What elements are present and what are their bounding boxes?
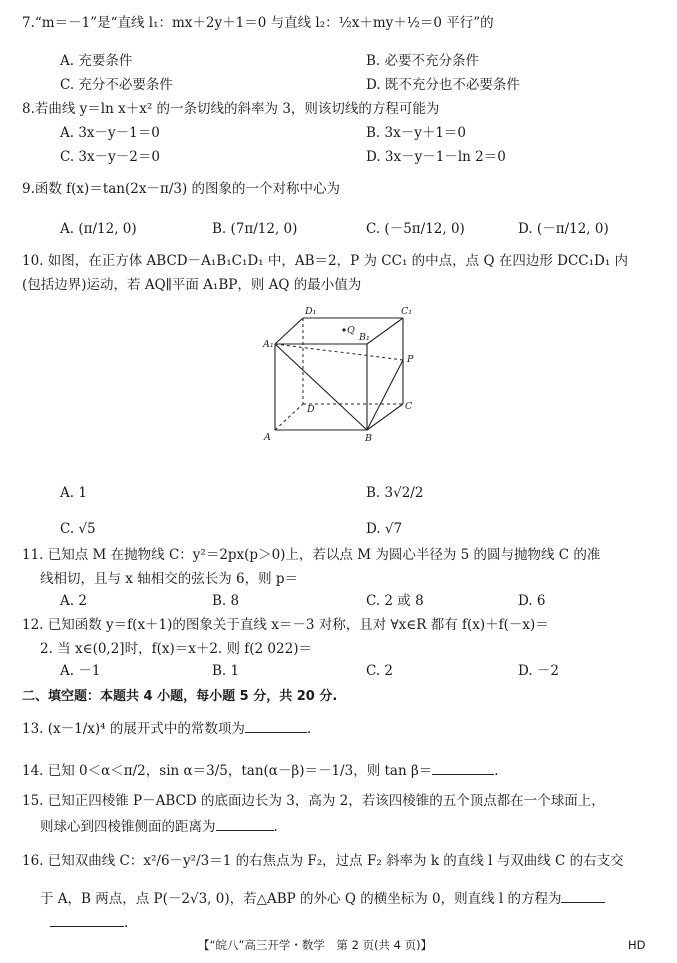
q15-stem-line2: 则球心到四棱锥侧面的距离为 (40, 819, 216, 835)
label-b: B (365, 433, 372, 444)
segment-bp (367, 360, 403, 430)
edge-b1c1 (367, 318, 403, 344)
q8-option-b: B. 3x－y＋1＝0 (366, 125, 467, 141)
q7-option-a: A. 充要条件 (60, 53, 133, 69)
q13-stem: 13. (x－1/x)⁴ 的展开式中的常数项为 (22, 721, 245, 737)
q12-option-d: D. －2 (518, 663, 560, 679)
q12-stem-line1: 12. 已知函数 y＝f(x＋1)的图象关于直线 x＝－3 对称，且对 ∀x∈R 都有 f(x)＋f(－x)＝ (22, 617, 549, 633)
q14-answer-blank (432, 760, 494, 775)
q9-option-c: C. (－5π/12, 0) (366, 221, 465, 237)
edge-a1d1 (275, 318, 303, 344)
label-d: D (307, 404, 315, 415)
q11-option-b: B. 8 (212, 593, 240, 609)
q12-option-b: B. 1 (212, 663, 240, 679)
label-c1: C₁ (401, 306, 413, 317)
section-fill-in-heading: 二、填空题：本题共 4 小题，每小题 5 分，共 20 分. (22, 689, 338, 704)
q16-answer-blank-1 (561, 888, 605, 903)
q12-stem-line2: 2. 当 x∈(0,2]时，f(x)＝x＋2. 则 f(2 022)＝ (40, 641, 312, 657)
segment-a1p-hidden (275, 344, 403, 360)
edge-ad-hidden (275, 404, 303, 430)
q8-option-c: C. 3x－y－2＝0 (60, 149, 160, 165)
q15-row2: 则球心到四棱锥侧面的距离为 . (40, 816, 278, 836)
q10-option-b: B. 3√2/2 (366, 485, 424, 501)
q10-option-d: D. √7 (366, 521, 403, 537)
q7-stem: 7.“m＝－1”是“直线 l₁：mx＋2y＋1＝0 与直线 l₂：½x＋my＋½＝0 平行”的 (22, 15, 494, 31)
q8-option-a: A. 3x－y－1＝0 (60, 125, 160, 141)
q10-option-c: C. √5 (60, 521, 96, 537)
q8-stem: 8.若曲线 y＝ln x＋x² 的一条切线的斜率为 3，则该切线的方程可能为 (22, 101, 440, 117)
q11-stem-line1: 11. 已知点 M 在抛物线 C：y²＝2px(p＞0)上，若以点 M 为圆心半径为 5 的圆与抛物线 C 的准 (22, 547, 601, 563)
q14-row: 14. 已知 0＜α＜π/2，sin α＝3/5，tan(α－β)＝－1/3，则 tan β＝ . (22, 760, 499, 780)
q8-option-d: D. 3x－y－1－ln 2＝0 (366, 149, 506, 165)
label-a1: A₁ (263, 339, 274, 350)
q10-stem-line1: 10. 如图，在正方体 ABCD－A₁B₁C₁D₁ 中，AB＝2，P 为 CC₁ 的中点，点 Q 在四边形 DCC₁D₁ 内 (22, 253, 629, 269)
point-q (342, 328, 345, 331)
page-footer: 【“皖八”高三开学・数学 第 2 页(共 4 页)】 (198, 938, 433, 952)
q9-option-b: B. (7π/12, 0) (212, 221, 298, 237)
q7-option-b: B. 必要不充分条件 (366, 53, 480, 69)
label-q: Q (347, 325, 355, 336)
q11-option-d: D. 6 (518, 593, 546, 609)
q16-row2 (40, 888, 605, 908)
q10-stem-line2: (包括边界)运动，若 AQ∥平面 A₁BP，则 AQ 的最小值为 (22, 277, 362, 293)
q7-option-d: D. 既不充分也不必要条件 (366, 77, 520, 93)
q16-stem-line1: 16. 已知双曲线 C：x²/6－y²/3＝1 的右焦点为 F₂，过点 F₂ 斜率为 k 的直线 l 与双曲线 C 的右支交 (22, 853, 624, 869)
q13-answer-blank (245, 718, 307, 733)
q15-stem-line1: 15. 已知正四棱锥 P－ABCD 的底面边长为 3，高为 2，若该四棱锥的五个顶点都在一个球面上， (22, 793, 605, 809)
q10-option-a: A. 1 (60, 485, 87, 501)
q9-option-d: D. (－π/12, 0) (518, 221, 609, 237)
q9-option-a: A. (π/12, 0) (60, 221, 137, 237)
q9-stem: 9.函数 f(x)＝tan(2x－π/3) 的图象的一个对称中心为 (22, 181, 341, 197)
label-c: C (405, 401, 413, 412)
q11-stem-line2: 线相切，且与 x 轴相交的弦长为 6，则 p＝ (40, 571, 299, 587)
label-a: A (264, 432, 271, 443)
q14-stem: 14. 已知 0＜α＜π/2，sin α＝3/5，tan(α－β)＝－1/3，则 tan β＝ (22, 763, 433, 779)
q12-option-c: C. 2 (366, 663, 394, 679)
edge-bc (367, 404, 403, 430)
q16-answer-blank-2 (50, 912, 124, 927)
label-p: P (407, 354, 414, 365)
q16-stem-line2: 于 A，B 两点，点 P(－2√3, 0)，若△ABP 的外心 Q 的横坐标为 0，则直线 l 的方程为 (40, 891, 562, 907)
q12-option-a: A. －1 (60, 663, 101, 679)
cube-figure (255, 300, 425, 450)
q11-option-a: A. 2 (60, 593, 87, 609)
q13-row: 13. (x－1/x)⁴ 的展开式中的常数项为 . (22, 718, 311, 738)
q15-answer-blank (216, 816, 274, 831)
label-b1: B₁ (359, 332, 370, 343)
q7-option-c: C. 充分不必要条件 (60, 77, 173, 93)
label-d1: D₁ (305, 306, 317, 317)
paper-code: HD (628, 938, 646, 952)
q16-row3: . (50, 912, 128, 932)
q11-option-c: C. 2 或 8 (366, 593, 424, 609)
